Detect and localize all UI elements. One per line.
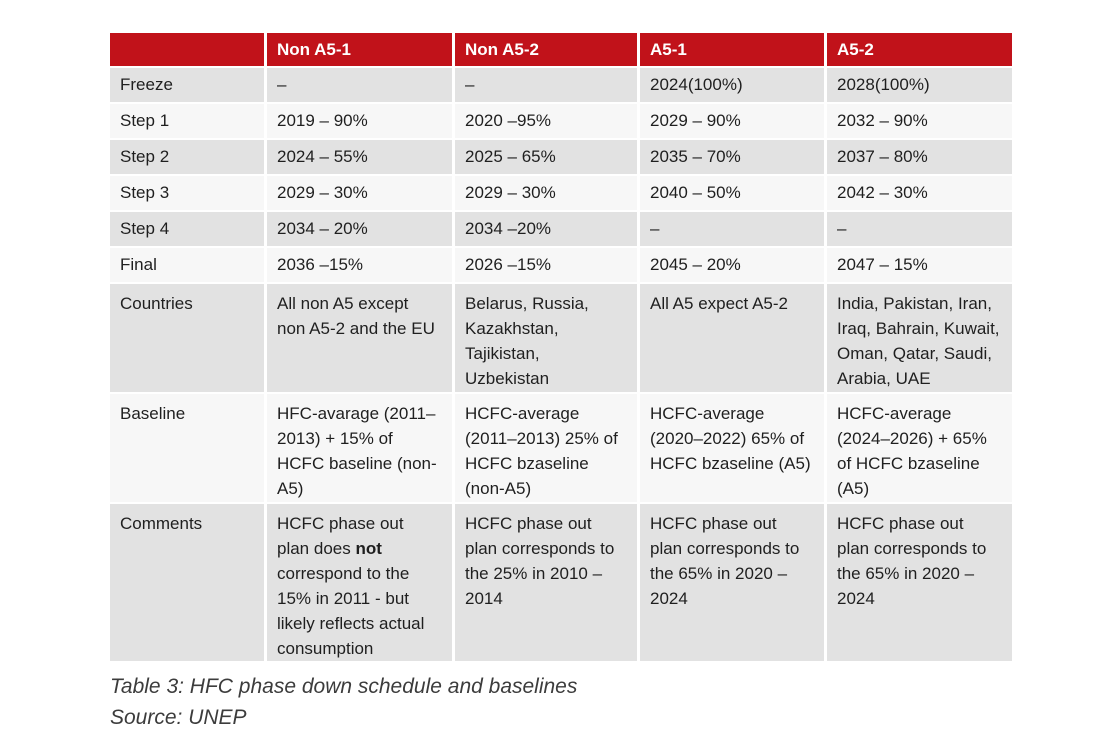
table-cell: – xyxy=(455,68,640,104)
row-label: Final xyxy=(110,248,267,284)
table-cell: HCFC phase out plan corresponds to the 65% in 2020 – 2024 xyxy=(640,504,827,661)
table-cell: 2029 – 90% xyxy=(640,104,827,140)
row-label: Countries xyxy=(110,284,267,394)
table-row-countries xyxy=(110,284,1012,394)
comment-text-pre: HCFC phase out plan does xyxy=(277,514,404,558)
header-cell-non-a5-1: Non A5-1 xyxy=(267,33,455,68)
hfc-schedule-table xyxy=(110,33,1012,661)
table-cell: 2025 – 65% xyxy=(455,140,640,176)
table-cell: 2042 – 30% xyxy=(827,176,1012,212)
table-cell: – xyxy=(827,212,1012,248)
table-cell: 2034 – 20% xyxy=(267,212,455,248)
bold-text: not xyxy=(355,539,382,558)
table-caption: Table 3: HFC phase down schedule and baselines xyxy=(110,675,578,698)
row-label: Step 3 xyxy=(110,176,267,212)
table-cell: 2020 –95% xyxy=(455,104,640,140)
table-row-final xyxy=(110,248,1012,284)
source-caption: Source: UNEP xyxy=(110,706,247,729)
table-cell: 2032 – 90% xyxy=(827,104,1012,140)
table-cell: 2028(100%) xyxy=(827,68,1012,104)
row-label: Comments xyxy=(110,504,267,661)
table-cell: 2029 – 30% xyxy=(267,176,455,212)
table-cell: 2026 –15% xyxy=(455,248,640,284)
caption-block xyxy=(110,671,577,733)
table-cell: – xyxy=(640,212,827,248)
table-row-comments xyxy=(110,504,1012,661)
table-header-row xyxy=(110,33,1012,68)
table-row-step1 xyxy=(110,104,1012,140)
table-cell xyxy=(267,504,455,661)
row-label: Step 1 xyxy=(110,104,267,140)
comment-text-post: correspond to the 15% in 2011 - but likely reflects actual consumption xyxy=(277,564,425,658)
table-row-step3 xyxy=(110,176,1012,212)
table-cell: All A5 expect A5-2 xyxy=(640,284,827,394)
table-cell: All non A5 except non A5-2 and the EU xyxy=(267,284,455,394)
row-label: Baseline xyxy=(110,394,267,504)
table-row-freeze xyxy=(110,68,1012,104)
table-cell: India, Pakistan, Iran, Iraq, Bahrain, Kuwait, Oman, Qatar, Saudi, Arabia, UAE xyxy=(827,284,1012,394)
row-label: Freeze xyxy=(110,68,267,104)
table-cell: 2040 – 50% xyxy=(640,176,827,212)
table-cell: 2035 – 70% xyxy=(640,140,827,176)
table-row-step2 xyxy=(110,140,1012,176)
header-cell-blank xyxy=(110,33,267,68)
table-cell: 2019 – 90% xyxy=(267,104,455,140)
table-cell: 2034 –20% xyxy=(455,212,640,248)
header-cell-a5-1: A5-1 xyxy=(640,33,827,68)
table-cell: 2037 – 80% xyxy=(827,140,1012,176)
table-cell: HCFC phase out plan corresponds to the 25% in 2010 – 2014 xyxy=(455,504,640,661)
table-cell: HCFC-average (2011–2013) 25% of HCFC bzaseline (non-A5) xyxy=(455,394,640,504)
table-cell: HFC-avarage (2011–2013) + 15% of HCFC baseline (non-A5) xyxy=(267,394,455,504)
table-cell: 2047 – 15% xyxy=(827,248,1012,284)
table-cell: Belarus, Russia, Kazakhstan, Tajikistan, Uzbekistan xyxy=(455,284,640,394)
row-label: Step 2 xyxy=(110,140,267,176)
table-cell: 2045 – 20% xyxy=(640,248,827,284)
header-cell-a5-2: A5-2 xyxy=(827,33,1012,68)
table-cell: 2036 –15% xyxy=(267,248,455,284)
table-cell: 2029 – 30% xyxy=(455,176,640,212)
table-cell: 2024(100%) xyxy=(640,68,827,104)
table-row-step4 xyxy=(110,212,1012,248)
row-label: Step 4 xyxy=(110,212,267,248)
table-cell: HCFC-average (2020–2022) 65% of HCFC bzaseline (A5) xyxy=(640,394,827,504)
header-cell-non-a5-2: Non A5-2 xyxy=(455,33,640,68)
table-cell: 2024 – 55% xyxy=(267,140,455,176)
table-cell: – xyxy=(267,68,455,104)
hfc-schedule-table-container xyxy=(110,33,1012,661)
table-row-baseline xyxy=(110,394,1012,504)
table-cell: HCFC phase out plan corresponds to the 65% in 2020 – 2024 xyxy=(827,504,1012,661)
table-cell: HCFC-average (2024–2026) + 65% of HCFC bzaseline (A5) xyxy=(827,394,1012,504)
